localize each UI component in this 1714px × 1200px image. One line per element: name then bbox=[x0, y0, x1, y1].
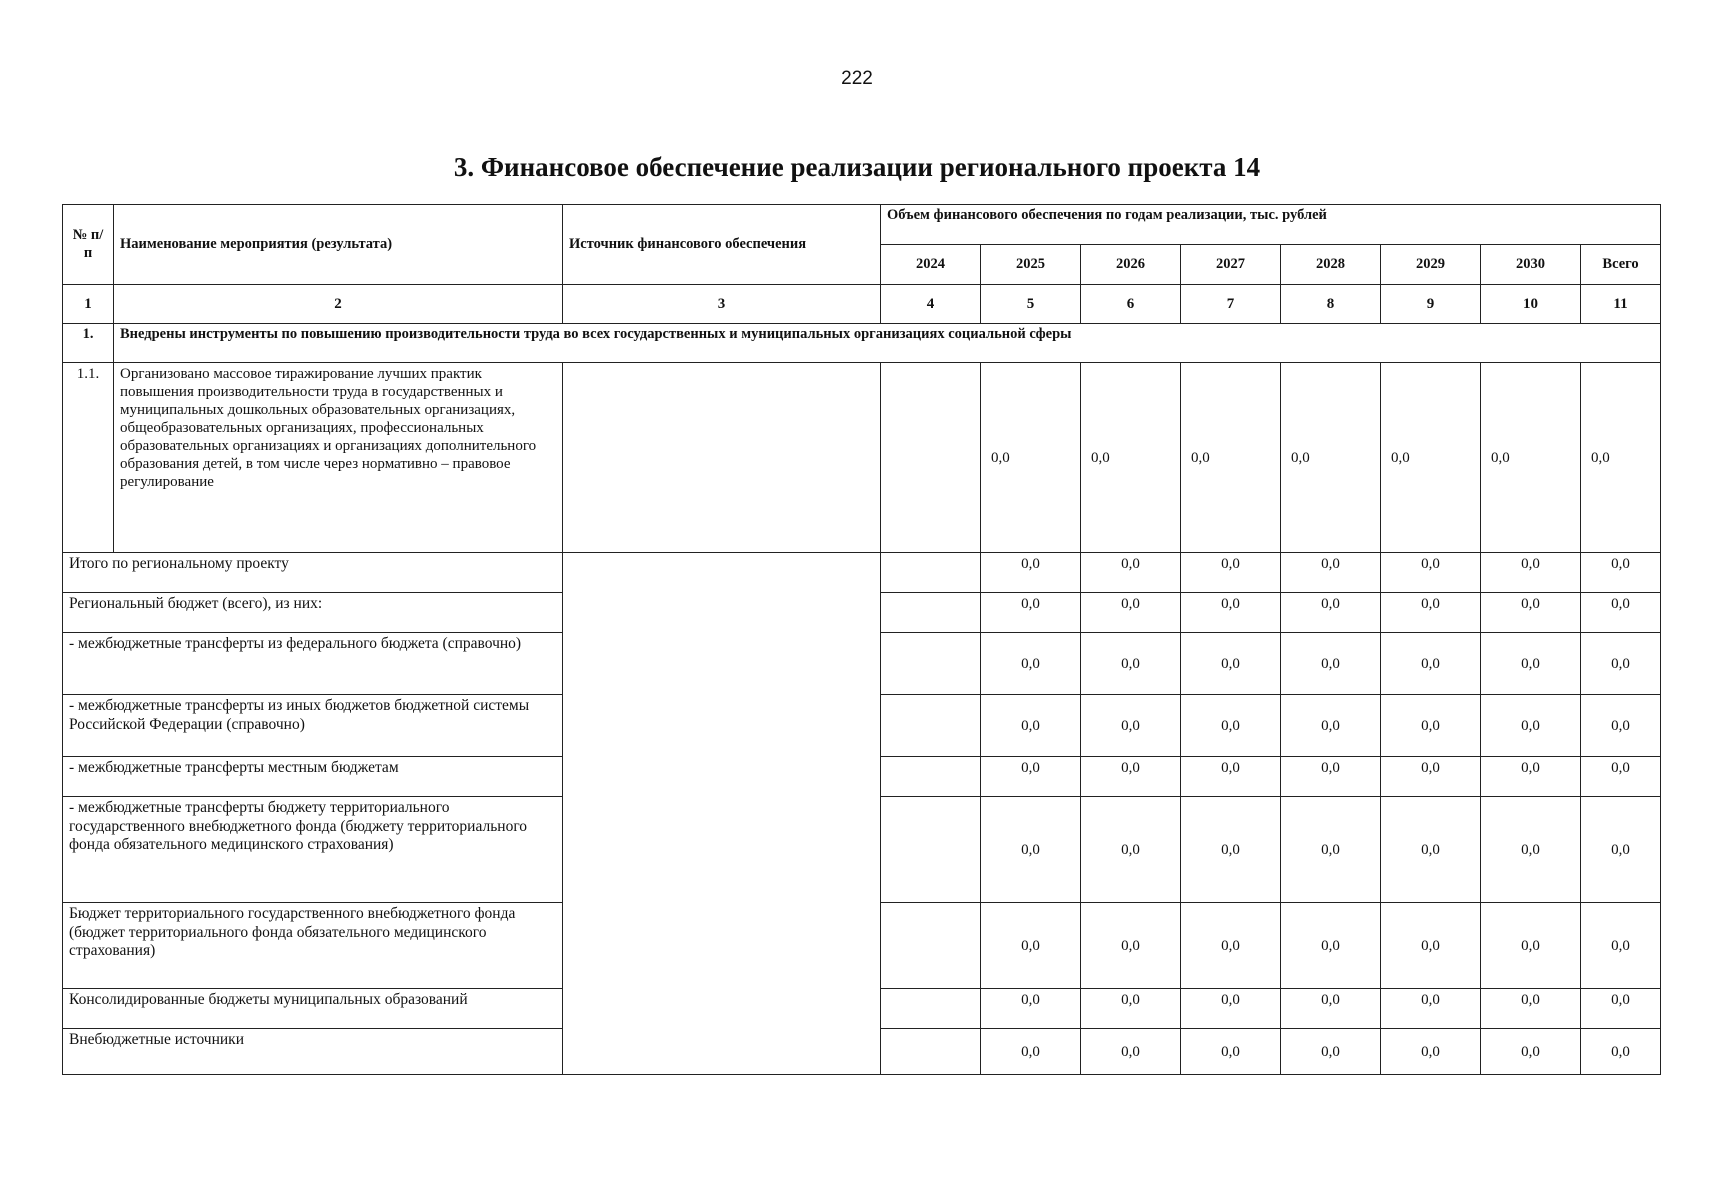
summary-label: - межбюджетные трансферты бюджету территориального государственного внебюджетного фонда (бюджету территориального фонда обязательного медицинского страхования) bbox=[63, 797, 563, 903]
summary-value: 0,0 bbox=[1381, 1029, 1481, 1075]
summary-value: 0,0 bbox=[1481, 553, 1581, 593]
summary-value: 0,0 bbox=[1281, 989, 1381, 1029]
summary-label: - межбюджетные трансферты из федерального бюджета (справочно) bbox=[63, 633, 563, 695]
summary-value: 0,0 bbox=[1281, 633, 1381, 695]
summary-source-cell bbox=[563, 553, 881, 1075]
summary-value: 0,0 bbox=[1381, 797, 1481, 903]
summary-value: 0,0 bbox=[1081, 553, 1181, 593]
summary-value: 0,0 bbox=[1581, 553, 1661, 593]
summary-value: 0,0 bbox=[1281, 553, 1381, 593]
summary-label: Бюджет территориального государственного внебюджетного фонда (бюджет территориального фонда обязательного медицинского страхования) bbox=[63, 903, 563, 989]
summary-value: 0,0 bbox=[981, 903, 1081, 989]
summary-value bbox=[881, 633, 981, 695]
summary-value bbox=[881, 903, 981, 989]
financing-table bbox=[62, 204, 1661, 1075]
summary-value: 0,0 bbox=[981, 633, 1081, 695]
header-year: 2024 bbox=[881, 245, 981, 285]
column-number: 6 bbox=[1081, 285, 1181, 324]
summary-label: - межбюджетные трансферты из иных бюджетов бюджетной системы Российской Федерации (справочно) bbox=[63, 695, 563, 757]
summary-value: 0,0 bbox=[1381, 695, 1481, 757]
activity-row bbox=[63, 363, 1661, 553]
header-year: 2030 bbox=[1481, 245, 1581, 285]
summary-value bbox=[881, 553, 981, 593]
header-volume: Объем финансового обеспечения по годам реализации, тыс. рублей bbox=[881, 205, 1661, 245]
summary-value: 0,0 bbox=[1081, 989, 1181, 1029]
header-year: 2027 bbox=[1181, 245, 1281, 285]
summary-row bbox=[63, 553, 1661, 593]
column-number: 10 bbox=[1481, 285, 1581, 324]
header-year: 2028 bbox=[1281, 245, 1381, 285]
summary-value bbox=[881, 989, 981, 1029]
summary-value: 0,0 bbox=[1081, 593, 1181, 633]
column-number: 3 bbox=[563, 285, 881, 324]
summary-value: 0,0 bbox=[1581, 797, 1661, 903]
summary-value: 0,0 bbox=[1481, 903, 1581, 989]
summary-value: 0,0 bbox=[1081, 757, 1181, 797]
summary-value: 0,0 bbox=[1581, 633, 1661, 695]
section-num: 1. bbox=[63, 324, 114, 363]
summary-value: 0,0 bbox=[1581, 989, 1661, 1029]
summary-label: Итого по региональному проекту bbox=[63, 553, 563, 593]
summary-value: 0,0 bbox=[1481, 757, 1581, 797]
summary-value: 0,0 bbox=[1081, 695, 1181, 757]
summary-value: 0,0 bbox=[1381, 553, 1481, 593]
activity-name: Организовано массовое тиражирование лучших практик повышения производительности труда в государственных и муниципальных дошкольных образовательных организациях, общеобразовательных организациях, профессиональных образовательных организациях и организациях дополнительного образования детей, в том числе через нормативно – правовое регулирование bbox=[114, 363, 563, 553]
activity-value: 0,0 bbox=[981, 363, 1081, 553]
summary-value bbox=[881, 1029, 981, 1075]
activity-value bbox=[881, 363, 981, 553]
summary-value: 0,0 bbox=[981, 989, 1081, 1029]
numbering-row bbox=[63, 285, 1661, 324]
summary-value: 0,0 bbox=[1181, 757, 1281, 797]
summary-value: 0,0 bbox=[1281, 797, 1381, 903]
summary-value: 0,0 bbox=[1381, 903, 1481, 989]
summary-value: 0,0 bbox=[1481, 797, 1581, 903]
summary-value: 0,0 bbox=[1181, 593, 1281, 633]
summary-value: 0,0 bbox=[1181, 695, 1281, 757]
summary-value: 0,0 bbox=[1581, 757, 1661, 797]
header-year: 2025 bbox=[981, 245, 1081, 285]
summary-value: 0,0 bbox=[1081, 797, 1181, 903]
summary-value: 0,0 bbox=[1481, 593, 1581, 633]
summary-value: 0,0 bbox=[1381, 593, 1481, 633]
summary-value: 0,0 bbox=[1281, 1029, 1381, 1075]
activity-value: 0,0 bbox=[1081, 363, 1181, 553]
summary-value: 0,0 bbox=[1381, 757, 1481, 797]
header-year: Всего bbox=[1581, 245, 1661, 285]
summary-label: Внебюджетные источники bbox=[63, 1029, 563, 1075]
summary-value: 0,0 bbox=[1181, 989, 1281, 1029]
summary-value: 0,0 bbox=[1281, 593, 1381, 633]
section-title: Внедрены инструменты по повышению производительности труда во всех государственных и муниципальных организациях социальной сферы bbox=[114, 324, 1661, 363]
column-number: 8 bbox=[1281, 285, 1381, 324]
activity-value: 0,0 bbox=[1381, 363, 1481, 553]
column-number: 4 bbox=[881, 285, 981, 324]
summary-value: 0,0 bbox=[981, 593, 1081, 633]
activity-value: 0,0 bbox=[1281, 363, 1381, 553]
summary-value bbox=[881, 695, 981, 757]
activity-num: 1.1. bbox=[63, 363, 114, 553]
header-source: Источник финансового обеспечения bbox=[563, 205, 881, 285]
column-number: 9 bbox=[1381, 285, 1481, 324]
summary-value: 0,0 bbox=[1381, 989, 1481, 1029]
activity-value: 0,0 bbox=[1581, 363, 1661, 553]
summary-value: 0,0 bbox=[1581, 903, 1661, 989]
summary-value bbox=[881, 593, 981, 633]
summary-value bbox=[881, 797, 981, 903]
header-year: 2026 bbox=[1081, 245, 1181, 285]
column-number: 7 bbox=[1181, 285, 1281, 324]
header-num: № п/п bbox=[63, 205, 114, 285]
column-number: 1 bbox=[63, 285, 114, 324]
header-year: 2029 bbox=[1381, 245, 1481, 285]
page-number: 222 bbox=[841, 68, 873, 89]
summary-value: 0,0 bbox=[981, 757, 1081, 797]
column-number: 11 bbox=[1581, 285, 1661, 324]
summary-value: 0,0 bbox=[981, 1029, 1081, 1075]
summary-value: 0,0 bbox=[1081, 903, 1181, 989]
summary-value: 0,0 bbox=[1081, 633, 1181, 695]
summary-value bbox=[881, 757, 981, 797]
summary-value: 0,0 bbox=[981, 553, 1081, 593]
summary-value: 0,0 bbox=[1281, 903, 1381, 989]
summary-value: 0,0 bbox=[1581, 695, 1661, 757]
summary-value: 0,0 bbox=[1181, 797, 1281, 903]
summary-value: 0,0 bbox=[1481, 989, 1581, 1029]
section-row bbox=[63, 324, 1661, 363]
page-title: 3. Финансовое обеспечение реализации регионального проекта 14 bbox=[453, 152, 1261, 182]
header-name: Наименование мероприятия (результата) bbox=[114, 205, 563, 285]
summary-value: 0,0 bbox=[1181, 903, 1281, 989]
summary-label: Региональный бюджет (всего), из них: bbox=[63, 593, 563, 633]
summary-value: 0,0 bbox=[1181, 553, 1281, 593]
summary-value: 0,0 bbox=[1581, 1029, 1661, 1075]
summary-value: 0,0 bbox=[1581, 593, 1661, 633]
activity-source bbox=[563, 363, 881, 553]
activity-value: 0,0 bbox=[1481, 363, 1581, 553]
summary-value: 0,0 bbox=[1281, 757, 1381, 797]
summary-label: Консолидированные бюджеты муниципальных образований bbox=[63, 989, 563, 1029]
summary-value: 0,0 bbox=[1181, 633, 1281, 695]
summary-value: 0,0 bbox=[1481, 1029, 1581, 1075]
summary-value: 0,0 bbox=[1281, 695, 1381, 757]
summary-value: 0,0 bbox=[1381, 633, 1481, 695]
summary-value: 0,0 bbox=[981, 797, 1081, 903]
summary-value: 0,0 bbox=[1481, 695, 1581, 757]
summary-value: 0,0 bbox=[981, 695, 1081, 757]
header-row-1 bbox=[63, 205, 1661, 245]
column-number: 5 bbox=[981, 285, 1081, 324]
summary-value: 0,0 bbox=[1081, 1029, 1181, 1075]
summary-value: 0,0 bbox=[1181, 1029, 1281, 1075]
summary-label: - межбюджетные трансферты местным бюджетам bbox=[63, 757, 563, 797]
activity-value: 0,0 bbox=[1181, 363, 1281, 553]
column-number: 2 bbox=[114, 285, 563, 324]
summary-value: 0,0 bbox=[1481, 633, 1581, 695]
